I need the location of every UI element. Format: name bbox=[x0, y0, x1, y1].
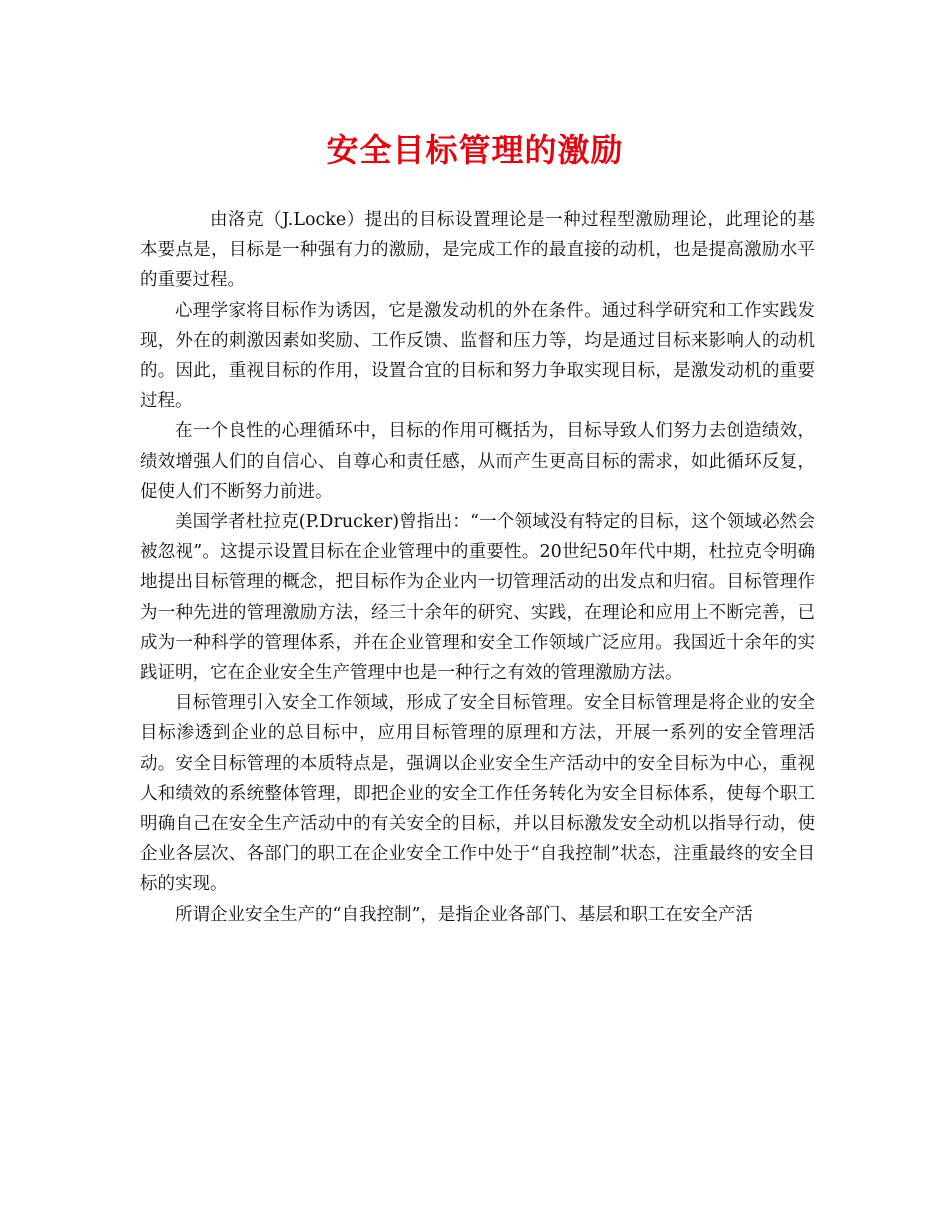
document-body bbox=[140, 205, 815, 930]
paragraph-6: 所谓企业安全生产的“自我控制”，是指企业各部门、基层和职工在安全产活 bbox=[175, 904, 753, 925]
paragraph-4: 美国学者杜拉克(P.Drucker)曾指出：“一个领域没有特定的目标，这个领域必然会被忽视”。这提示设置目标在企业管理中的重要性。20世纪50年代中期，杜拉克令明确地提出目标管理的概念，把目标作为企业内一切管理活动的出发点和归宿。目标管理作为一种先进的管理激励方法，经三十余年的研究、实践，在理论和应用上不断完善，已成为一种科学的管理体系，并在企业管理和安全工作领域广泛应用。我国近十余年的实践证明，它在企业安全生产管理中也是一种行之有效的管理激励方法。 bbox=[140, 512, 815, 684]
document-title: 安全目标管理的激励 bbox=[326, 131, 624, 169]
paragraph-2: 心理学家将目标作为诱因，它是激发动机的外在条件。通过科学研究和工作实践发现，外在的刺激因素如奖励、工作反馈、监督和压力等，均是通过目标来影响人的动机的。因此，重视目标的作用，设置合宜的目标和努力争取实现目标，是激发动机的重要过程。 bbox=[140, 300, 815, 412]
paragraph-1: 由洛克（J.Locke）提出的目标设置理论是一种过程型激励理论，此理论的基本要点是，目标是一种强有力的激励，是完成工作的最直接的动机，也是提高激励水平的重要过程。 bbox=[140, 210, 815, 291]
paragraph-5: 目标管理引入安全工作领域，形成了安全目标管理。安全目标管理是将企业的安全目标渗透到企业的总目标中，应用目标管理的原理和方法，开展一系列的安全管理活动。安全目标管理的本质特点是，强调以企业安全生产活动中的安全目标为中心，重视人和绩效的系统整体管理，即把企业的安全工作任务转化为安全目标体系，使每个职工明确自己在安全生产活动中的有关安全的目标，并以目标激发安全动机以指导行动，使企业各层次、各部门的职工在企业安全工作中处于“自我控制”状态，注重最终的安全目标的实现。 bbox=[140, 693, 815, 895]
paragraph-3: 在一个良性的心理循环中，目标的作用可概括为，目标导致人们努力去创造绩效，绩效增强人们的自信心、自尊心和责任感，从而产生更高目标的需求，如此循环反复，促使人们不断努力前进。 bbox=[140, 421, 815, 502]
